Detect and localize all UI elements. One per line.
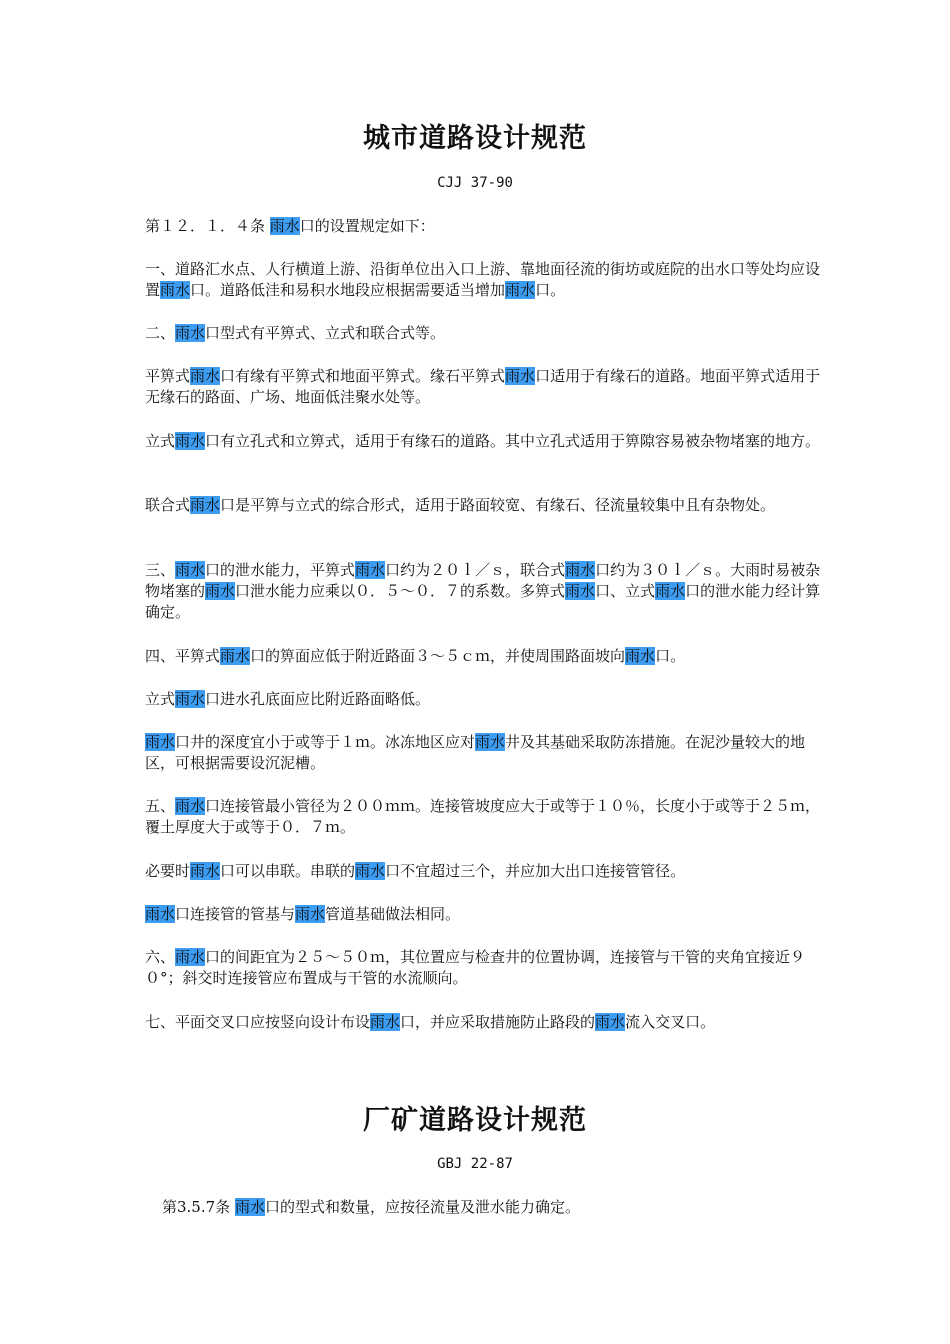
text-run: 口的泄水能力经计算确定。 — [145, 582, 821, 621]
highlighted-term: 雨水 — [190, 496, 221, 514]
text-run: 口是平箅与立式的综合形式，适用于路面较宽、有缘石、径流量较集中且有杂物处。 — [220, 496, 776, 514]
text-run: 口的间距宜为２５～５０ｍ，其位置应与检查井的位置协调，连接管与干管的夹角宜接近９０°；斜交时连接管应布置成与干管的水流顺向。 — [145, 948, 806, 987]
text-run: 第１２．１．４条 — [145, 217, 270, 235]
text-run: 管道基础做法相同。 — [325, 905, 461, 923]
highlighted-term: 雨水 — [269, 217, 300, 235]
paragraph — [145, 560, 825, 623]
highlighted-term: 雨水 — [475, 733, 506, 751]
text-run: 立式 — [145, 432, 176, 450]
text-run: 口不宜超过三个，并应加大出口连接管管径。 — [385, 862, 686, 880]
highlighted-term: 雨水 — [355, 862, 386, 880]
text-run: 口泄水能力应乘以０．５～０．７的系数。多箅式 — [235, 582, 566, 600]
text-run: 一、道路汇水点、人行横道上游、沿街单位出入口上游、靠地面径流的街坊或庭院的出水口等处均应设置 — [145, 260, 821, 299]
text-run: 四、平箅式 — [145, 647, 221, 665]
highlighted-term: 雨水 — [220, 647, 251, 665]
highlighted-term: 雨水 — [175, 690, 206, 708]
highlighted-term: 雨水 — [295, 905, 326, 923]
highlighted-term: 雨水 — [205, 582, 236, 600]
text-run: 口有立孔式和立箅式，适用于有缘石的道路。其中立孔式适用于箅隙容易被杂物堵塞的地方。 — [205, 432, 821, 450]
text-run: 口可以串联。串联的 — [220, 862, 356, 880]
text-run: 口的泄水能力，平箅式 — [205, 561, 356, 579]
paragraph — [145, 861, 825, 882]
highlighted-term: 雨水 — [505, 281, 536, 299]
text-run: 井及其基础采取防冻措施。在泥沙量较大的地区，可根据需要设沉泥槽。 — [145, 733, 806, 772]
highlighted-term: 雨水 — [565, 582, 596, 600]
paragraph — [145, 904, 825, 925]
text-run: 口、立式 — [595, 582, 656, 600]
text-run: 口约为２０ｌ／ｓ，联合式 — [385, 561, 566, 579]
text-run: 立式 — [145, 690, 176, 708]
paragraph — [145, 216, 825, 237]
paragraph — [145, 947, 825, 989]
highlighted-term: 雨水 — [160, 281, 191, 299]
highlighted-term: 雨水 — [565, 561, 596, 579]
paragraph — [145, 323, 825, 344]
highlighted-term: 雨水 — [145, 733, 176, 751]
section-2-title: 厂矿道路设计规范 — [363, 1105, 587, 1136]
text-run: 口型式有平箅式、立式和联合式等。 — [205, 324, 446, 342]
section-2-code: GBJ 22-87 — [437, 1156, 513, 1172]
paragraph — [145, 646, 825, 667]
text-run: 流入交叉口。 — [625, 1013, 716, 1031]
highlighted-term: 雨水 — [625, 647, 656, 665]
text-run: 口连接管的管基与 — [175, 905, 296, 923]
highlighted-term: 雨水 — [595, 1013, 626, 1031]
highlighted-term: 雨水 — [175, 948, 206, 966]
highlighted-term: 雨水 — [370, 1013, 401, 1031]
highlighted-term: 雨水 — [355, 561, 386, 579]
text-run: 七、平面交叉口应按竖向设计布设 — [145, 1013, 371, 1031]
text-run: 口。 — [535, 281, 566, 299]
paragraph — [145, 259, 825, 301]
text-run: 三、 — [145, 561, 176, 579]
highlighted-term: 雨水 — [234, 1198, 265, 1216]
text-run: 口井的深度宜小于或等于１ｍ。冰冻地区应对 — [175, 733, 476, 751]
text-run: 口的箅面应低于附近路面３～５ｃｍ，并使周围路面坡向 — [250, 647, 626, 665]
paragraph — [145, 732, 825, 774]
highlighted-term: 雨水 — [175, 561, 206, 579]
text-run: 平箅式 — [145, 367, 191, 385]
paragraph — [145, 366, 825, 408]
highlighted-term: 雨水 — [505, 367, 536, 385]
highlighted-term: 雨水 — [175, 432, 206, 450]
text-run: 六、 — [145, 948, 176, 966]
highlighted-term: 雨水 — [175, 797, 206, 815]
text-run: 口有缘有平箅式和地面平箅式。缘石平箅式 — [220, 367, 506, 385]
highlighted-term: 雨水 — [190, 862, 221, 880]
section-1-code: CJJ 37-90 — [437, 175, 513, 191]
highlighted-term: 雨水 — [190, 367, 221, 385]
paragraph — [145, 689, 825, 710]
text-run: 必要时 — [145, 862, 191, 880]
text-run: 口约为３０ｌ／ｓ。大雨时易被杂物堵塞的 — [145, 561, 821, 600]
text-run: 口适用于有缘石的道路。地面平箅式适用于无缘石的路面、广场、地面低洼聚水处等。 — [145, 367, 821, 406]
text-run: 第3.5.7条 — [162, 1198, 235, 1216]
highlighted-term: 雨水 — [655, 582, 686, 600]
text-run: 口，并应采取措施防止路段的 — [400, 1013, 596, 1031]
section-1-title: 城市道路设计规范 — [363, 123, 587, 154]
text-run: 口进水孔底面应比附近路面略低。 — [205, 690, 431, 708]
text-run: 口的设置规定如下： — [299, 217, 435, 235]
paragraph — [145, 495, 825, 516]
text-run: 二、 — [145, 324, 176, 342]
text-run: 口。 — [655, 647, 686, 665]
text-run: 口的型式和数量，应按径流量及泄水能力确定。 — [264, 1198, 580, 1216]
text-run: 五、 — [145, 797, 176, 815]
text-run: 联合式 — [145, 496, 191, 514]
paragraph — [145, 796, 825, 838]
paragraph — [145, 1012, 825, 1033]
paragraph — [145, 431, 825, 452]
paragraph — [162, 1197, 842, 1218]
text-run: 口连接管最小管径为２００ｍｍ。连接管坡度应大于或等于１０％，长度小于或等于２５ｍ，覆土厚度大于或等于０．７ｍ。 — [145, 797, 821, 836]
highlighted-term: 雨水 — [145, 905, 176, 923]
text-run: 口。道路低洼和易积水地段应根据需要适当增加 — [190, 281, 506, 299]
highlighted-term: 雨水 — [175, 324, 206, 342]
